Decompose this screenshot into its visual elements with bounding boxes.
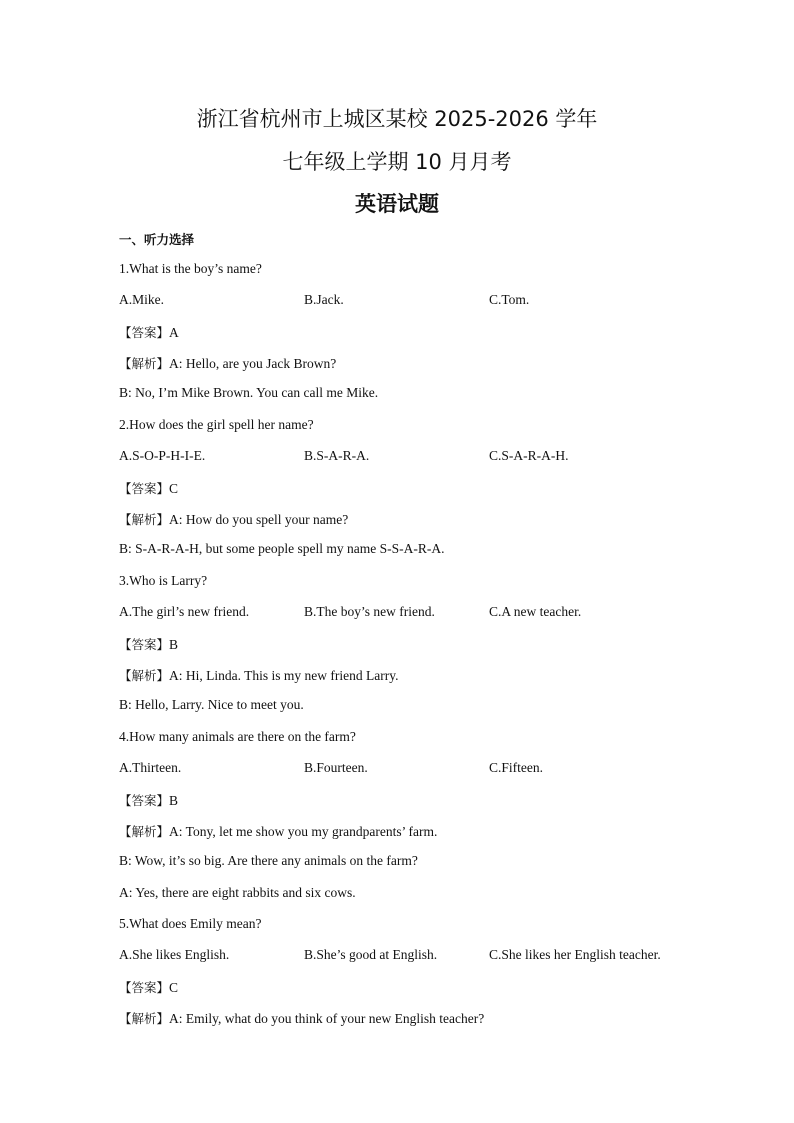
dialogue-line: A: Hello, are you Jack Brown? — [169, 356, 337, 371]
question-options — [119, 947, 719, 965]
dialogue-line: A: Tony, let me show you my grandparents’ farm. — [169, 824, 438, 839]
dialogue-line: A: Yes, there are eight rabbits and six cows. — [119, 885, 356, 900]
answer-line — [119, 791, 178, 809]
option-a: A.S-O-P-H-I-E. — [119, 448, 206, 463]
question-stem: 4.How many animals are there on the farm? — [119, 729, 356, 744]
question-stem: 3.Who is Larry? — [119, 573, 208, 588]
dialogue-line: A: Hi, Linda. This is my new friend Larry. — [169, 668, 399, 683]
answer-line — [119, 978, 178, 996]
option-a: A.Thirteen. — [119, 760, 182, 775]
answer-label: 【答案】 — [119, 481, 170, 496]
question-options — [119, 604, 719, 622]
option-b: B.Fourteen. — [304, 760, 368, 775]
answer-value: C — [169, 481, 179, 496]
answer-line — [119, 635, 178, 653]
analysis-label: 【解析】 — [119, 1011, 170, 1026]
option-a: A.The girl’s new friend. — [119, 604, 250, 619]
answer-label: 【答案】 — [119, 793, 170, 808]
analysis-label: 【解析】 — [119, 824, 170, 839]
analysis-label: 【解析】 — [119, 512, 170, 527]
question-stem: 1.What is the boy’s name? — [119, 261, 262, 276]
option-c: C.S-A-R-A-H. — [489, 448, 569, 463]
option-b: B.S-A-R-A. — [304, 448, 370, 463]
option-b: B.Jack. — [304, 292, 344, 307]
answer-label: 【答案】 — [119, 980, 170, 995]
analysis-line — [119, 822, 437, 840]
option-b: B.She’s good at English. — [304, 947, 438, 962]
answer-line — [119, 479, 178, 497]
answer-label: 【答案】 — [119, 637, 170, 652]
analysis-line — [119, 666, 398, 684]
option-a: A.She likes English. — [119, 947, 230, 962]
question-options — [119, 292, 719, 310]
answer-label: 【答案】 — [119, 325, 170, 340]
dialogue-line: B: Hello, Larry. Nice to meet you. — [119, 697, 304, 712]
question-options — [119, 760, 719, 778]
dialogue-line: B: Wow, it’s so big. Are there any animals on the farm? — [119, 853, 418, 868]
option-b: B.The boy’s new friend. — [304, 604, 435, 619]
analysis-line — [119, 510, 348, 528]
exam-title-subject: 英语试题 — [355, 192, 439, 216]
analysis-label: 【解析】 — [119, 668, 170, 683]
answer-value: B — [169, 637, 179, 652]
section-heading: 一、听力选择 — [119, 232, 195, 247]
question-stem: 2.How does the girl spell her name? — [119, 417, 314, 432]
answer-value: C — [169, 980, 179, 995]
analysis-line — [119, 1009, 484, 1027]
option-a: A.Mike. — [119, 292, 164, 307]
question-options — [119, 448, 719, 466]
option-c: C.She likes her English teacher. — [489, 947, 661, 962]
analysis-label: 【解析】 — [119, 356, 170, 371]
dialogue-line: A: Emily, what do you think of your new English teacher? — [169, 1011, 485, 1026]
dialogue-line: B: No, I’m Mike Brown. You can call me Mike. — [119, 385, 379, 400]
option-c: C.Tom. — [489, 292, 530, 307]
dialogue-line: B: S-A-R-A-H, but some people spell my name S-S-A-R-A. — [119, 541, 445, 556]
dialogue-line: A: How do you spell your name? — [169, 512, 349, 527]
answer-value: B — [169, 793, 179, 808]
exam-title-school: 浙江省杭州市上城区某校 2025-2026 学年 — [196, 107, 598, 131]
option-c: C.A new teacher. — [489, 604, 582, 619]
analysis-line — [119, 354, 336, 372]
option-c: C.Fifteen. — [489, 760, 543, 775]
exam-title-grade: 七年级上学期 10 月月考 — [282, 150, 512, 174]
answer-line — [119, 323, 179, 341]
answer-value: A — [169, 325, 179, 340]
question-stem: 5.What does Emily mean? — [119, 916, 262, 931]
